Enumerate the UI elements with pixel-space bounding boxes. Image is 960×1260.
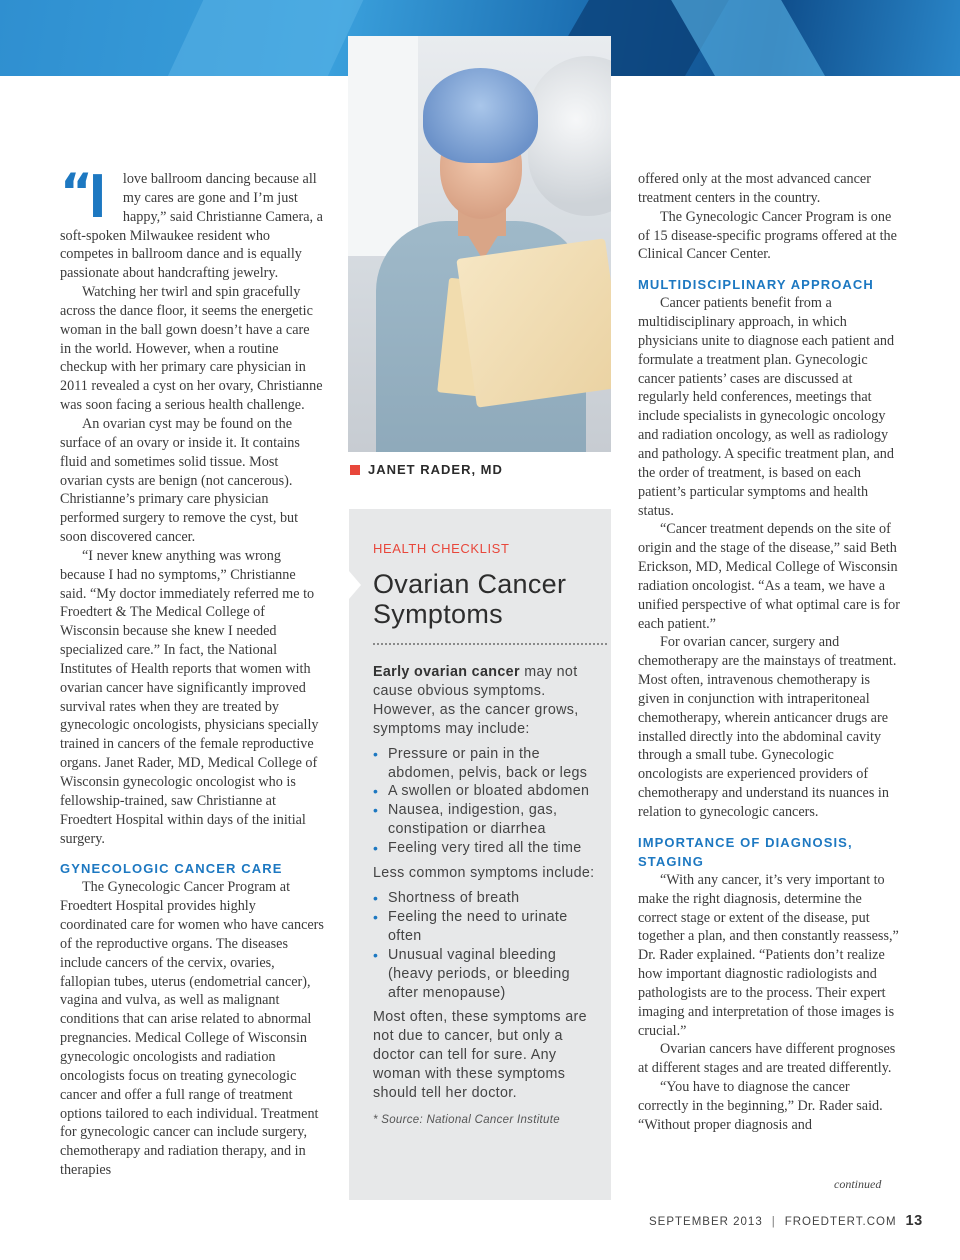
article-column-right: [638, 170, 900, 1135]
article-paragraph: The Gynecologic Cancer Program at Froedtert Hospital provides highly coordinated care for women who have cancers of the reproductive organs. The diseases include cancers of the cervix, ovaries, fallopian tubes, uterus (endometrial cancer), vagina and vulva, as well as malignant conditions that can arise related to abnormal pregnancies. Medical College of Wisconsin gynecologic oncologists and radiation oncologists focus on treating gynecologic cancer and offer a full range of treatment options tailored to each individual. Treatment for gynecologic cancer can include surgery, chemotherapy and radiation therapy, and in therapies: [60, 879, 324, 1179]
dotted-divider: [373, 643, 607, 645]
article-paragraph: For ovarian cancer, surgery and chemotherapy are the mainstays of treatment. Most often, intravenous chemotherapy is given in conjunction with intraperitoneal chemotherapy, wherein anticancer drugs are installed directly into the abdominal cavity through a small tube. Gynecologic oncologists are experienced providers of chemotherapy and understand its nuances in relation to gynecologic cancers.: [638, 634, 897, 820]
article-paragraph: The Gynecologic Cancer Program is one of 15 disease-specific programs offered at the Clinical Cancer Center.: [638, 208, 897, 263]
photo-caption: [350, 462, 610, 478]
continued-label: continued: [834, 1177, 882, 1191]
checklist-kicker: HEALTH CHECKLIST: [373, 541, 510, 556]
checklist-intro: [373, 663, 597, 739]
symptom-item: • Pressure or pain in the abdomen, pelvis, back or legs: [373, 745, 597, 783]
symptom-item: • Feeling the need to urinate often: [373, 908, 597, 946]
article-paragraph: love ballroom dancing because all my cares are gone and I’m just happy,” said Christianne Camera, a soft-spoken Milwaukee resident who competes in ballroom dance and is equally passionate about handcrafting jewelry.: [60, 171, 323, 282]
article-paragraph: Ovarian cancers have different prognoses at different stages and are treated differently.: [638, 1041, 896, 1077]
checklist-intro-text: may not cause obvious symptoms. However, as the cancer grows, symptoms may include:: [373, 664, 579, 737]
checklist-source: * Source: National Cancer Institute: [373, 1113, 560, 1126]
section-heading-care: GYNECOLOGIC CANCER CARE: [60, 861, 283, 877]
surgical-lamp: [528, 56, 611, 216]
caption-text: JANET RADER, MD: [368, 462, 503, 477]
section-heading-multidisciplinary: MULTIDISCIPLINARY APPROACH: [638, 277, 874, 293]
less-common-symptoms-list: [373, 889, 597, 1002]
checklist-title: [373, 569, 597, 629]
article-paragraph: “Cancer treatment depends on the site of origin and the stage of the disease,” said Beth Erickson, MD, Medical College of Wisconsin radiation oncologist. “As a team, we have a unified perspective of what optimal care is for each patient.”: [638, 521, 900, 632]
folder: [456, 238, 611, 407]
common-symptoms-list: [373, 745, 597, 858]
issue-date: SEPTEMBER 2013: [649, 1216, 763, 1228]
symptom-item: • Unusual vaginal bleeding (heavy periods, or bleeding after menopause): [373, 946, 597, 1003]
article-paragraph: Watching her twirl and spin gracefully across the dance floor, it seems the energetic woman in the ball gown doesn’t have a care in the world. However, when a routine checkup with her primary care physician in 2011 revealed a cyst on her ovary, Christianne was soon facing a serious health challenge.: [60, 284, 323, 414]
article-paragraph: “With any cancer, it’s very important to make the right diagnosis, determine the correct stage or extent of the disease, put together a plan, and then constantly reassess,” Dr. Rader explained. “Patients don’t realize how important diagnostic radiologists and pathologists are to the process. Their expert imaging and interpretation of those images is crucial.”: [638, 871, 899, 1039]
caption-bullet-icon: [350, 465, 360, 475]
doctor-photo: [348, 36, 611, 452]
page-number: 13: [905, 1213, 923, 1229]
symptom-item: • A swollen or bloated abdomen: [373, 782, 597, 801]
article-paragraph: offered only at the most advanced cancer treatment centers in the country.: [638, 171, 871, 206]
checklist-title-line: Symptoms: [373, 599, 503, 629]
drop-cap: I: [88, 162, 107, 231]
less-common-label: Less common symptoms include:: [373, 865, 595, 882]
checklist-closing: Most often, these symptoms are not due to cancer, but only a doctor can tell for sure. Any woman with these symptoms should tell her doctor.: [373, 1009, 587, 1102]
opening-quote-icon: “: [60, 163, 87, 221]
symptom-item: • Nausea, indigestion, gas, constipation or diarrhea: [373, 801, 597, 839]
article-column-left: [60, 162, 324, 1180]
symptom-item: • Shortness of breath: [373, 889, 597, 908]
checklist-title-line: Ovarian Cancer: [373, 569, 567, 599]
banner-facet: [152, 0, 368, 76]
symptom-item: • Feeling very tired all the time: [373, 839, 597, 858]
box-notch: [349, 571, 361, 599]
article-paragraph: An ovarian cyst may be found on the surface of an ovary or inside it. It contains fluid and sometimes solid tissue. Most ovarian cysts are benign (not cancerous). Christianne’s primary care physician performed surgery to remove the cyst, but soon discovered cancer.: [60, 415, 300, 546]
article-paragraph: Cancer patients benefit from a multidisciplinary approach, in which physicians unite to diagnose each patient and formulate a treatment plan. Gynecologic cancer patients’ cases are discussed at regularly held conferences, meetings that include specialists in gynecologic oncology and radiation oncology, as well as radiology and pathology. A specific treatment plan, and the order of treatment, is based on each patient’s particular symptoms and health status.: [638, 295, 895, 519]
footer-separator: |: [771, 1216, 776, 1228]
page-footer: [649, 1212, 923, 1231]
section-heading-diagnosis: IMPORTANCE OF DIAGNOSIS, STAGING: [638, 834, 853, 869]
health-checklist-box: [349, 509, 611, 1200]
article-paragraph: “I never knew anything was wrong because I had no symptoms,” Christianne said. “My doctor immediately referred me to Froedtert & The Medical College of Wisconsin because she knew I needed specialized care.” In fact, the National Institutes of Health reports that women with ovarian cancer have significantly improved survival rates when they are treated by gynecologic oncologists, physicians specially trained in cancers of the female reproductive organs. Janet Rader, MD, Medical College of Wisconsin gynecologic oncologist who is fellowship-trained, saw Christianne at Froedtert Hospital within days of the initial surgery.: [60, 547, 319, 847]
photo-background: [348, 36, 418, 256]
website-link[interactable]: FROEDTERT.COM: [784, 1216, 897, 1228]
article-paragraph: “You have to diagnose the cancer correctly in the beginning,” Dr. Rader said. “Without proper diagnosis and: [638, 1079, 883, 1133]
surgical-cap: [423, 68, 538, 163]
checklist-intro-bold: Early ovarian cancer: [373, 664, 520, 680]
